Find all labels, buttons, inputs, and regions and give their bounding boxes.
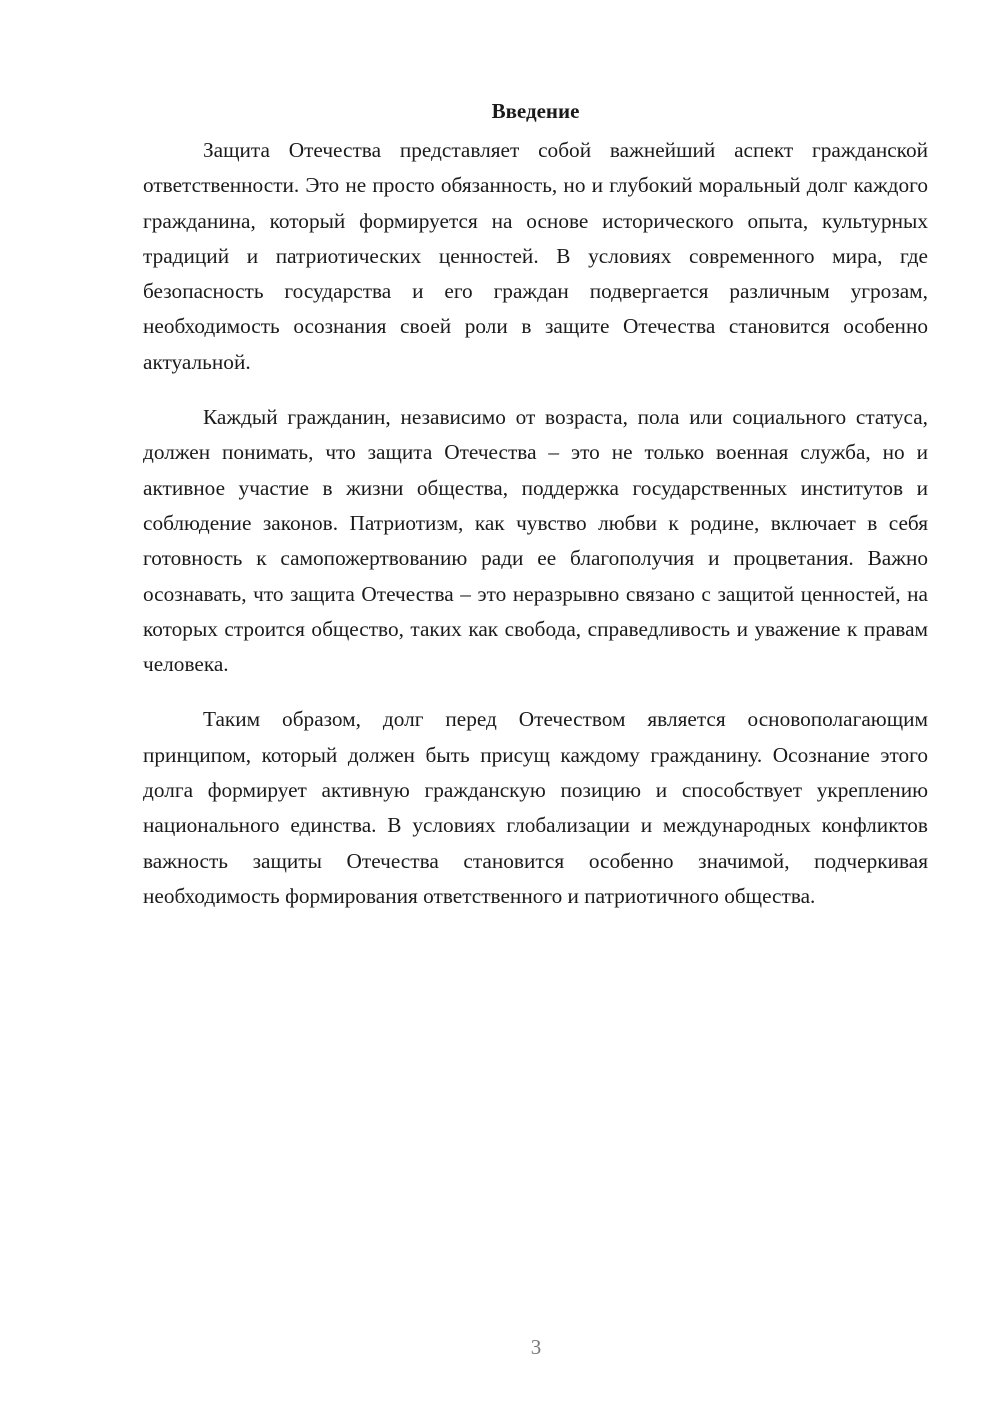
paragraph-2: Каждый гражданин, независимо от возраста, пола или социального статуса, должен понимать, что защита Отечества – это не только военная служба, но и активное участие в жизни общества, поддержка государственных институтов и соблюдение законов. Патриотизм, как чувство любви к родине, включает в себя готовность к самопожертвованию ради ее благополучия и процветания. Важно осознавать, что защита Отечества – это неразрывно связано с защитой ценностей, на которых строится общество, таких как свобода, справедливость и уважение к правам человека. — [143, 405, 928, 677]
paragraph-1: Защита Отечества представляет собой важнейший аспект гражданской ответственности. Это не просто обязанность, но и глубокий моральный долг каждого гражданина, который формируется на основе исторического опыта, культурных традиций и патриотических ценностей. В условиях современного мира, где безопасность государства и его граждан подвергается различным угрозам, необходимость осознания своей роли в защите Отечества становится особенно актуальной. — [143, 138, 928, 374]
page-number: 3 — [530, 1335, 542, 1359]
paragraph-3: Таким образом, долг перед Отечеством является основополагающим принципом, который должен быть присущ каждому гражданину. Осознание этого долга формирует активную гражданскую позицию и способствует укреплению национального единства. В условиях глобализации и международных конфликтов важность защиты Отечества становится особенно значимой, подчеркивая необходимость формирования ответственного и патриотичного общества. — [143, 707, 928, 908]
section-heading: Введение — [491, 99, 580, 123]
page-content — [143, 96, 928, 934]
